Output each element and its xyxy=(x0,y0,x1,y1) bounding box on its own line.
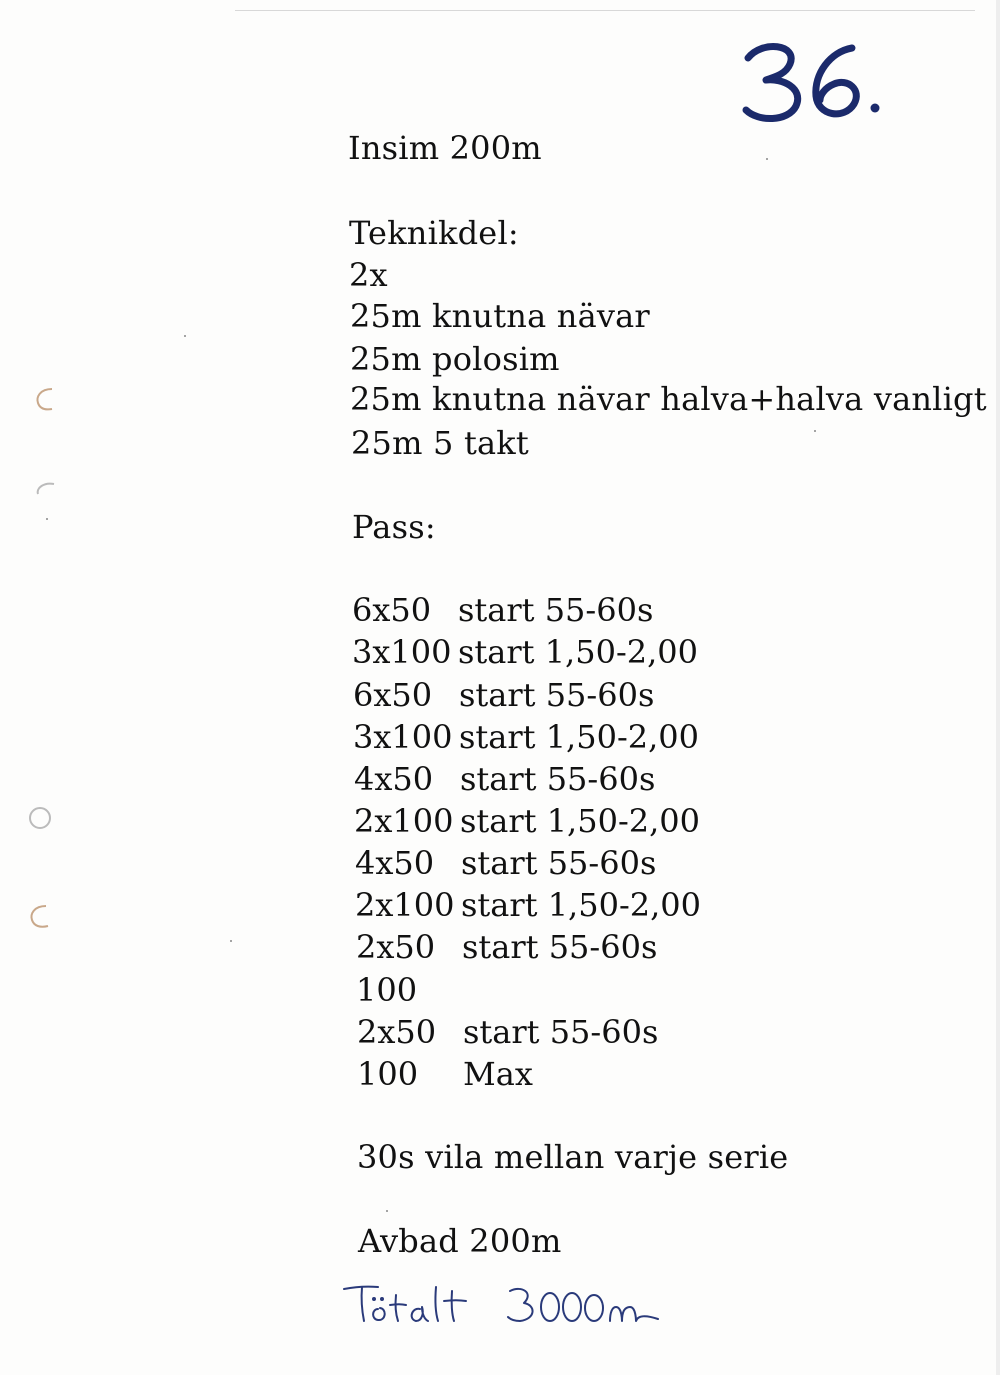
set-count: 100 xyxy=(356,971,418,1009)
set-row xyxy=(352,632,698,672)
technique-repeat: 2x xyxy=(349,256,388,294)
set-detail: start 55-60s xyxy=(458,591,654,629)
set-row xyxy=(352,590,653,630)
binder-hole xyxy=(30,478,58,506)
cooldown-line: Avbad 200m xyxy=(358,1222,562,1260)
technique-item: 25m knutna nävar xyxy=(350,297,650,335)
set-row xyxy=(353,675,654,715)
set-row xyxy=(356,927,657,967)
set-row xyxy=(354,759,655,799)
set-row xyxy=(353,717,699,757)
set-row xyxy=(356,970,462,1010)
rest-note: 30s vila mellan varje serie xyxy=(357,1138,789,1176)
paper-speck xyxy=(46,518,48,520)
page-right-edge xyxy=(996,0,1000,1375)
set-count: 6x50 xyxy=(353,676,433,714)
handwritten-total xyxy=(340,1275,680,1335)
set-detail: start 55-60s xyxy=(460,760,656,798)
paper-speck xyxy=(814,430,816,432)
set-count: 2x50 xyxy=(357,1013,437,1051)
paper-speck xyxy=(184,335,186,337)
set-count: 3x100 xyxy=(353,718,453,756)
set-count: 3x100 xyxy=(352,633,452,671)
set-row xyxy=(354,801,700,841)
set-detail: start 55-60s xyxy=(463,1013,659,1051)
set-detail: start 1,50-2,00 xyxy=(459,718,699,756)
set-row xyxy=(357,1054,533,1094)
set-detail: start 55-60s xyxy=(461,844,657,882)
set-count: 2x50 xyxy=(356,928,436,966)
technique-item: 25m polosim xyxy=(350,340,560,378)
set-detail: start 1,50-2,00 xyxy=(458,633,698,671)
set-row xyxy=(355,885,701,925)
paper-speck xyxy=(386,1210,388,1212)
set-count: 4x50 xyxy=(355,844,435,882)
set-row xyxy=(355,843,656,883)
paper-speck xyxy=(766,158,768,160)
binder-hole xyxy=(30,385,58,413)
set-count: 2x100 xyxy=(354,802,454,840)
top-edge-line xyxy=(235,10,975,11)
set-detail: start 55-60s xyxy=(459,676,655,714)
set-detail: start 1,50-2,00 xyxy=(461,886,701,924)
set-row xyxy=(357,1012,658,1052)
set-count: 100 xyxy=(357,1055,419,1093)
set-detail: start 1,50-2,00 xyxy=(460,802,700,840)
binder-hole xyxy=(26,804,54,832)
set-count: 6x50 xyxy=(352,591,432,629)
warmup-line: Insim 200m xyxy=(348,129,542,167)
handwritten-page-number xyxy=(740,30,890,130)
technique-item: 25m knutna nävar halva+halva vanligt xyxy=(350,380,987,418)
paper-speck xyxy=(230,940,232,942)
set-count: 4x50 xyxy=(354,760,434,798)
set-detail: start 55-60s xyxy=(462,928,658,966)
main-set-heading: Pass: xyxy=(352,508,436,546)
set-detail: Max xyxy=(463,1055,533,1093)
technique-heading: Teknikdel: xyxy=(349,214,519,252)
technique-item: 25m 5 takt xyxy=(351,424,529,462)
set-count: 2x100 xyxy=(355,886,455,924)
binder-hole xyxy=(26,902,54,930)
